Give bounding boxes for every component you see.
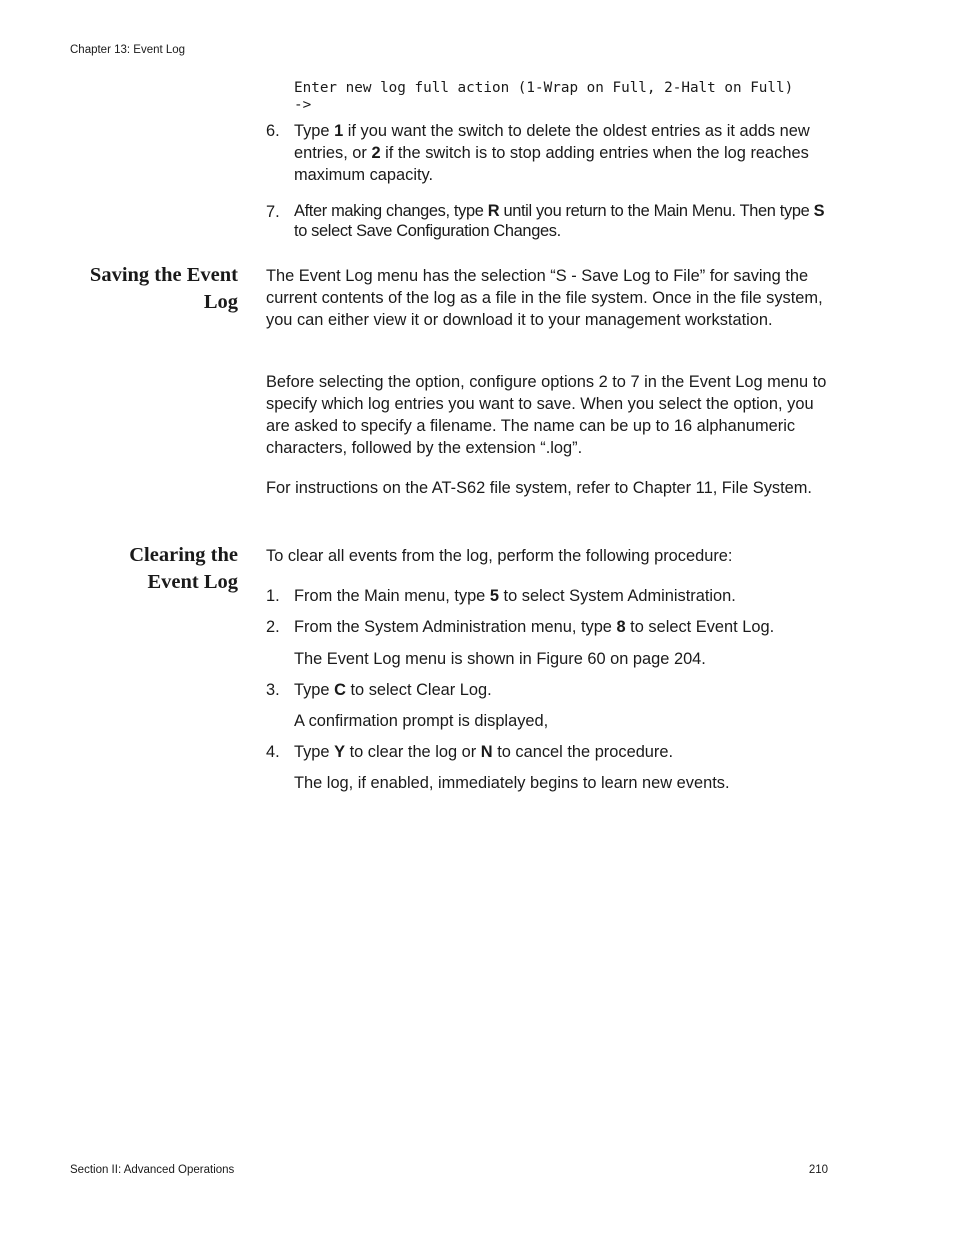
step-number: 6. [266,122,280,140]
running-footer: Section II: Advanced Operations [70,1164,235,1176]
step-number: 2. [266,618,280,636]
paragraph: To clear all events from the log, perform the following procedure: [266,547,733,565]
step-text: After making changes, type R until you return to the Main Menu. Then type S to select Save Configuration Changes. [294,202,825,240]
step-text: Type C to select Clear Log. [294,681,492,699]
paragraph: Before selecting the option, configure options 2 to 7 in the Event Log menu to specify which log entries you want to save. When you select the option, you are asked to specify a filename. The name can be up to 16 alphanumeric characters, followed by the extension “.log”. [266,373,827,457]
step-note: A confirmation prompt is displayed, [294,712,549,730]
step-note: The Event Log menu is shown in Figure 60 on page 204. [294,650,706,668]
step-text: From the System Administration menu, type 8 to select Event Log. [294,618,775,636]
step-number: 1. [266,587,280,605]
step-number: 4. [266,743,280,761]
running-header: Chapter 13: Event Log [70,44,186,56]
step-text: Type 1 if you want the switch to delete the oldest entries as it adds new entries, or 2 if the switch is to stop adding entries when the log reaches maximum capacity. [294,122,810,184]
paragraph: For instructions on the AT-S62 file system, refer to Chapter 11, File System. [266,479,812,497]
step-text: From the Main menu, type 5 to select System Administration. [294,587,736,605]
paragraph: The Event Log menu has the selection “S - Save Log to File” for saving the current contents of the log as a file in the file system. Once in the file system, you can either view it or download it to your management workstation. [266,267,823,329]
section-heading-saving: Saving the Event Log [89,264,238,313]
section-heading-clearing: Clearing the Event Log [129,544,238,593]
step-number: 3. [266,681,280,699]
step-note: The log, if enabled, immediately begins to learn new events. [294,774,730,792]
step-text: Type Y to clear the log or N to cancel the procedure. [294,743,674,761]
page-number: 210 [808,1164,828,1176]
step-number: 7. [266,203,280,221]
code-prompt: Enter new log full action (1-Wrap on Full, 2-Halt on Full) -> [294,80,794,113]
